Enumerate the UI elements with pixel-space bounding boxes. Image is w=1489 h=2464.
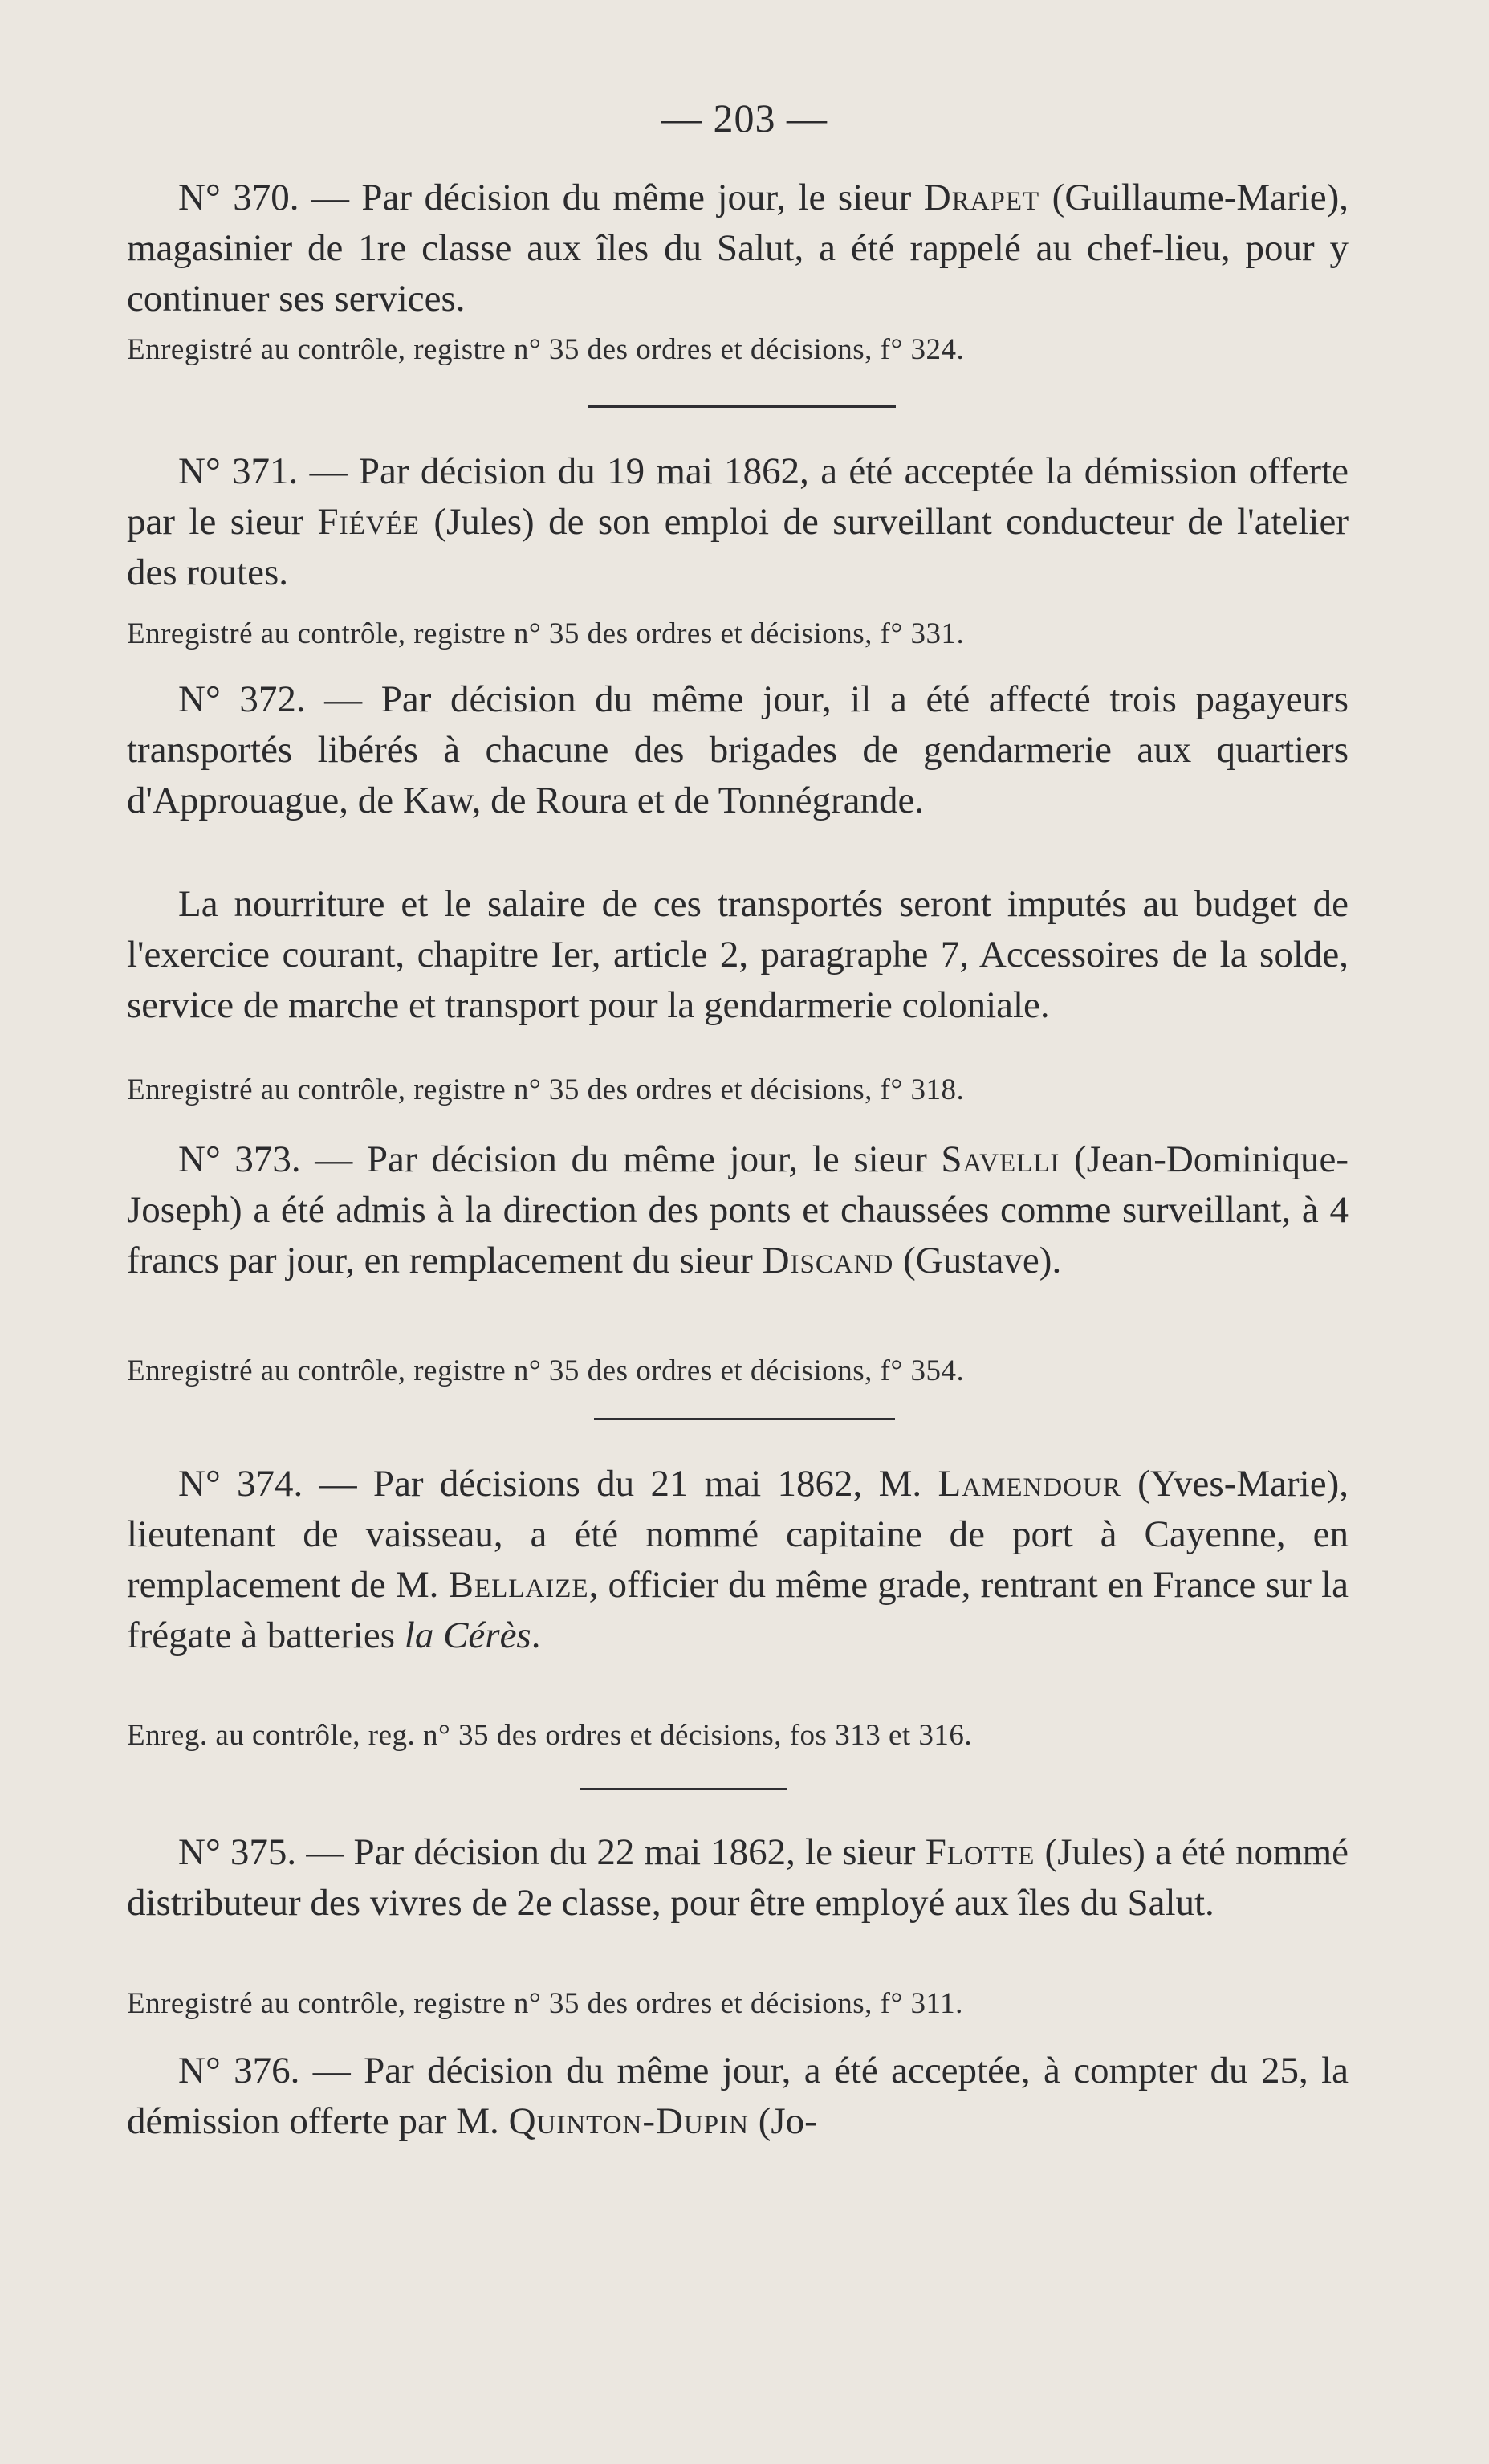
- entry-374-registration: Enreg. au contrôle, reg. n° 35 des ordres et décisions, fos 313 et 316.: [127, 1719, 973, 1752]
- entry-371-lead: N° 371. — Par décision du 19 mai 1862, a été acceptée la démission offerte par le sieur: [127, 450, 1349, 543]
- entry-374: [127, 1459, 1349, 1661]
- entry-376-name: Quinton-Dupin: [508, 2100, 749, 2142]
- entry-374-text-mid2: , officier du même grade, rentrant en France sur la frégate à batteries: [127, 1564, 1349, 1656]
- entry-375: [127, 1827, 1349, 1928]
- entry-375-registration: Enregistré au contrôle, registre n° 35 des ordres et décisions, f° 311.: [127, 1987, 963, 2020]
- entry-370-name: Drapet: [923, 177, 1040, 218]
- entry-374-lead: N° 374. — Par décisions du 21 mai 1862, M.: [178, 1463, 938, 1505]
- entry-373-name2: Discand: [762, 1240, 894, 1281]
- entry-374-text: .: [531, 1615, 541, 1656]
- entry-374-ship: la Cérès: [404, 1615, 531, 1656]
- entry-371-registration: Enregistré au contrôle, registre n° 35 des ordres et décisions, f° 331.: [127, 617, 965, 650]
- entry-370-lead: N° 370. — Par décision du même jour, le sieur: [178, 177, 924, 218]
- entry-373-lead: N° 373. — Par décision du même jour, le sieur: [178, 1138, 942, 1180]
- page-number: — 203 —: [661, 96, 828, 141]
- entry-375-name: Flotte: [925, 1831, 1035, 1873]
- entry-373-registration: Enregistré au contrôle, registre n° 35 des ordres et décisions, f° 354.: [127, 1354, 965, 1387]
- separator-rule: [580, 1788, 787, 1790]
- entry-373: [127, 1134, 1349, 1286]
- entry-374-text-mid: (Yves-Marie), lieutenant de vaisseau, a été nommé capitaine de port à Cayenne, en remplacement de M.: [127, 1463, 1349, 1606]
- entry-373-text: (Gustave).: [893, 1240, 1062, 1281]
- entry-376-lead: N° 376. — Par décision du même jour, a été acceptée, à compter du 25, la démission offerte par M.: [127, 2050, 1349, 2142]
- entry-370-text: (Guillaume-Marie), magasinier de 1re classe aux îles du Salut, a été rappelé au chef-lieu, pour y continuer ses services.: [127, 177, 1349, 320]
- entry-370: [127, 173, 1349, 324]
- entry-372-text2: La nourriture et le salaire de ces transportés seront imputés au budget de l'exercice courant, chapitre Ier, article 2, paragraphe 7, Accessoires de la solde, service de marche et transport pour la gendarmerie coloniale.: [127, 883, 1349, 1026]
- entry-373-text-mid: (Jean-Dominique-Joseph) a été admis à la direction des ponts et chaussées comme surveillant, à 4 francs par jour, en remplacement du sieur: [127, 1138, 1349, 1281]
- entry-372-paragraph-2: [127, 879, 1349, 1031]
- entry-374-name2: Bellaize: [448, 1564, 589, 1606]
- entry-374-name: Lamendour: [938, 1463, 1121, 1505]
- entry-376-text: (Jo-: [748, 2100, 817, 2142]
- entry-376: [127, 2046, 1349, 2147]
- entry-371-name: Fiévée: [317, 501, 420, 543]
- entry-375-text: (Jules) a été nommé distributeur des vivres de 2e classe, pour être employé aux îles du Salut.: [127, 1831, 1349, 1924]
- separator-rule: [594, 1418, 895, 1420]
- entry-372-text: N° 372. — Par décision du même jour, il a été affecté trois pagayeurs transportés libérés à chacune des brigades de gendarmerie aux quartiers d'Approuague, de Kaw, de Roura et de Tonnégrande.: [127, 678, 1349, 821]
- entry-371-text: (Jules) de son emploi de surveillant conducteur de l'atelier des routes.: [127, 501, 1349, 593]
- entry-372-registration: Enregistré au contrôle, registre n° 35 des ordres et décisions, f° 318.: [127, 1073, 965, 1106]
- entry-370-registration: Enregistré au contrôle, registre n° 35 des ordres et décisions, f° 324.: [127, 333, 965, 366]
- entry-372: [127, 674, 1349, 826]
- entry-371: [127, 446, 1349, 598]
- entry-375-lead: N° 375. — Par décision du 22 mai 1862, le sieur: [178, 1831, 926, 1873]
- entry-373-name: Savelli: [941, 1138, 1060, 1180]
- separator-rule: [588, 405, 896, 408]
